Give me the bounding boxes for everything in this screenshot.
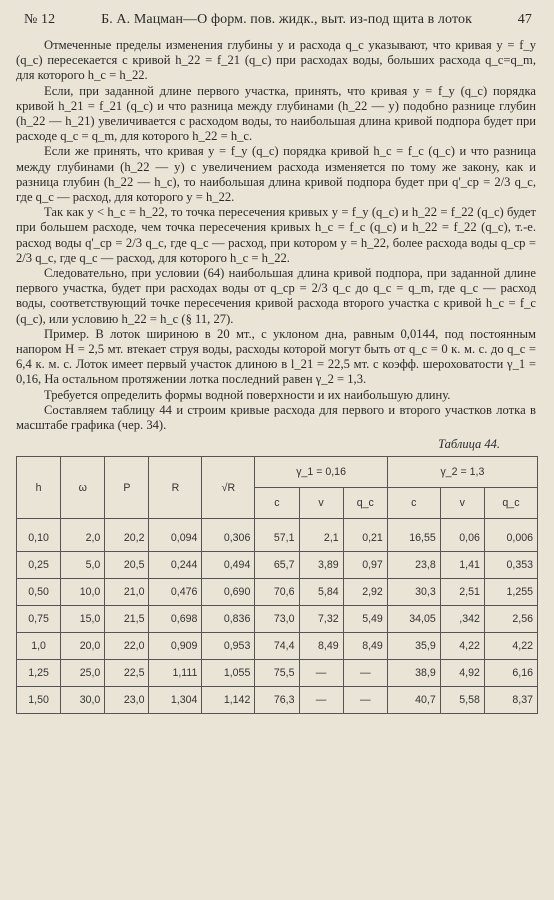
table-cell: 10,0 <box>61 579 105 606</box>
data-table <box>16 456 538 714</box>
table-cell: 20,0 <box>61 633 105 660</box>
table-cell: — <box>343 660 387 687</box>
issue-number: № 12 <box>24 12 56 27</box>
table-cell: 21,5 <box>105 606 149 633</box>
table-cell: 30,0 <box>61 687 105 714</box>
table-row <box>17 579 538 606</box>
table-cell: 2,56 <box>484 606 537 633</box>
col-p: P <box>105 457 149 519</box>
table-cell: 1,0 <box>17 633 61 660</box>
table-cell: 8,49 <box>343 633 387 660</box>
table-cell: 25,0 <box>61 660 105 687</box>
table-cell: 2,0 <box>61 519 105 552</box>
table-cell: 5,58 <box>440 687 484 714</box>
sub-v-1: v <box>299 488 343 519</box>
table-cell: 1,41 <box>440 552 484 579</box>
table-cell: 4,22 <box>440 633 484 660</box>
table-cell: 30,3 <box>387 579 440 606</box>
paragraph-3: Если же принять, что кривая y = f_y (q_c) порядка кривой h_c = f_c (q_c) и что разница между глубинами (h_22 — y) с увеличением расхода изменяется по тому же закону, как и разница глубин (h_22 — h_c), то наибольшая длина кривой подпора будет при q'_cp = 2/3 q_c, где q_c — расход, для которого y = h_22. <box>16 144 536 205</box>
table-cell: 8,49 <box>299 633 343 660</box>
table-cell: 23,0 <box>105 687 149 714</box>
table-cell: 57,1 <box>255 519 299 552</box>
table-cell: 0,836 <box>202 606 255 633</box>
table-cell: 0,06 <box>440 519 484 552</box>
table-cell: 4,22 <box>484 633 537 660</box>
table-cell: 70,6 <box>255 579 299 606</box>
table-cell: 74,4 <box>255 633 299 660</box>
group-gamma-2: γ_2 = 1,3 <box>387 457 537 488</box>
table-cell: 0,494 <box>202 552 255 579</box>
table-cell: 16,55 <box>387 519 440 552</box>
table-cell: 75,5 <box>255 660 299 687</box>
table-cell: 0,75 <box>17 606 61 633</box>
col-omega: ω <box>61 457 105 519</box>
table-row <box>17 660 538 687</box>
paragraph-4: Так как y < h_c = h_22, то точка пересечения кривых y = f_y (q_c) и h_22 = f_22 (q_c) будет при большем расходе, чем точка пересечения кривых h_c = f_c (q_c) и h_22 = f_22 (q_c), т.-е. расход воды q'_cp = 2/3 q_c, где q_c — расход, при котором y = h_22, более расхода воды q_cp = 2/3 q_c, где q_c — расход, для которого h_c = h_22. <box>16 205 536 265</box>
table-cell: 0,244 <box>149 552 202 579</box>
table-cell: 15,0 <box>61 606 105 633</box>
table-cell: 2,1 <box>299 519 343 552</box>
col-sqrt-r: √R <box>202 457 255 519</box>
table-cell: 5,49 <box>343 606 387 633</box>
table-cell: 0,25 <box>17 552 61 579</box>
table-cell: 5,84 <box>299 579 343 606</box>
table-cell: 0,909 <box>149 633 202 660</box>
sub-qc-2: q_c <box>484 488 537 519</box>
header-title: Б. А. Мацман—О форм. пов. жидк., выт. из-под щита в лоток <box>101 12 472 27</box>
table-cell: 1,142 <box>202 687 255 714</box>
table-cell: 0,353 <box>484 552 537 579</box>
table-cell: 0,953 <box>202 633 255 660</box>
table-cell: — <box>299 687 343 714</box>
table-row <box>17 552 538 579</box>
table-cell: 1,304 <box>149 687 202 714</box>
table-cell: 35,9 <box>387 633 440 660</box>
sub-c-2: c <box>387 488 440 519</box>
table-cell: 23,8 <box>387 552 440 579</box>
table-cell: 65,7 <box>255 552 299 579</box>
table-cell: 4,92 <box>440 660 484 687</box>
table-cell: 5,0 <box>61 552 105 579</box>
table-cell: 40,7 <box>387 687 440 714</box>
table-cell: 1,50 <box>17 687 61 714</box>
table-cell: 73,0 <box>255 606 299 633</box>
table-cell: 0,50 <box>17 579 61 606</box>
table-cell: 0,21 <box>343 519 387 552</box>
table-cell: 7,32 <box>299 606 343 633</box>
group-gamma-1: γ_1 = 0,16 <box>255 457 387 488</box>
table-cell: 6,16 <box>484 660 537 687</box>
table-cell: 0,10 <box>17 519 61 552</box>
sub-c-1: c <box>255 488 299 519</box>
table-cell: 8,37 <box>484 687 537 714</box>
page-number: 47 <box>517 12 532 27</box>
table-row <box>17 519 538 552</box>
table-cell: 2,51 <box>440 579 484 606</box>
table-cell: 0,476 <box>149 579 202 606</box>
table-cell: 22,0 <box>105 633 149 660</box>
paragraph-1: Отмеченные пределы изменения глубины y и расхода q_c указывают, что кривая y = f_y (q_c) пересекается с кривой h_22 = f_21 (q_c) при расходах воды, больших расхода q_c=q_m, для которого h_c = h_22. <box>16 38 536 83</box>
sub-qc-1: q_c <box>343 488 387 519</box>
paragraph-table-intro: Составляем таблицу 44 и строим кривые расхода для первого и второго участков лотка в масштабе графика (чер. 34). <box>16 402 536 433</box>
paragraph-5: Следовательно, при условии (64) наибольшая длина кривой подпора, при заданной длине первого участка, будет при расходах воды от q_cp = 2/3 q_c до q_c = q_m, где q_c — расход воды, соответствующий точке пересечения кривой расхода второго участка с кривой h_c = f_c (q_c), или условию h_22 = h_c (§ 11, 27). <box>16 266 536 326</box>
table-row <box>17 606 538 633</box>
table-cell: 0,006 <box>484 519 537 552</box>
table-caption: Таблица 44. <box>438 437 500 452</box>
table-row <box>17 633 538 660</box>
paragraph-example: Пример. В лоток шириною в 20 мт., с уклоном дна, равным 0,0144, под постоянным напором H = 2,5 мт. втекает струя воды, расходы которой могут быть от q_c = 0 к. м. с. до q_c = 6,4 к. м. с. Лоток имеет первый участок длиною в l_21 = 22,5 мт. с коэфф. шероховатости γ_1 = 0,16, На остальном протяжении лотка последний равен γ_2 = 1,3. <box>16 326 536 387</box>
table-cell: — <box>343 687 387 714</box>
paragraph-task: Требуется определить формы водной поверхности и их наибольшую длину. <box>44 387 451 402</box>
table-cell: 21,0 <box>105 579 149 606</box>
table-cell: 1,25 <box>17 660 61 687</box>
table-cell: ,342 <box>440 606 484 633</box>
table-cell: 0,306 <box>202 519 255 552</box>
table-cell: 2,92 <box>343 579 387 606</box>
table-cell: 34,05 <box>387 606 440 633</box>
table-cell: 0,094 <box>149 519 202 552</box>
table-cell: 3,89 <box>299 552 343 579</box>
paragraph-2: Если, при заданной длине первого участка, принять, что кривая y = f_y (q_c) порядка кривой h_21 = f_21 (q_c) и что разница между глубинами (h_22 — y) подобно разнице глубин (h_22 — h_21) увеличивается с расходом воды, то наибольшая длина кривой подпора будет при расходе q_c = q_m, для которого h_22 = h_c. <box>16 83 536 144</box>
table-cell: 20,5 <box>105 552 149 579</box>
table-header-row <box>17 457 538 488</box>
table-cell: 38,9 <box>387 660 440 687</box>
table-cell: 0,97 <box>343 552 387 579</box>
col-r: R <box>149 457 202 519</box>
table-row <box>17 687 538 714</box>
sub-v-2: v <box>440 488 484 519</box>
table-cell: 22,5 <box>105 660 149 687</box>
table-cell: 20,2 <box>105 519 149 552</box>
table-cell: 76,3 <box>255 687 299 714</box>
table-cell: 1,255 <box>484 579 537 606</box>
table-cell: 1,055 <box>202 660 255 687</box>
table-cell: 0,690 <box>202 579 255 606</box>
table-cell: — <box>299 660 343 687</box>
col-h: h <box>17 457 61 519</box>
table-cell: 1,111 <box>149 660 202 687</box>
body-text <box>16 38 536 433</box>
running-header <box>16 12 536 28</box>
table-cell: 0,698 <box>149 606 202 633</box>
